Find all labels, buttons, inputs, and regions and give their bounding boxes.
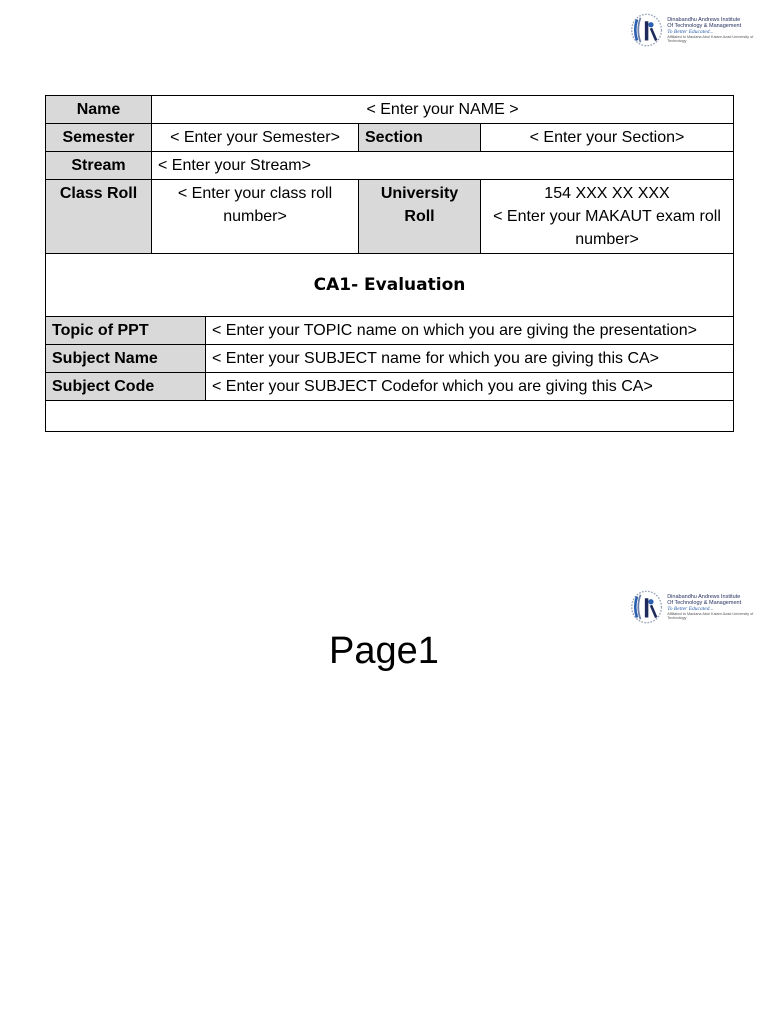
university-roll-label: University Roll [359, 180, 481, 254]
stream-field[interactable]: < Enter your Stream> [152, 152, 734, 180]
section-label: Section [359, 124, 481, 152]
evaluation-title: CA1- Evaluation [46, 254, 734, 317]
subject-name-field[interactable]: < Enter your SUBJECT name for which you are giving this CA> [206, 345, 734, 373]
section-field[interactable]: < Enter your Section> [481, 124, 734, 152]
university-roll-number: 154 XXX XX XXX [544, 185, 670, 202]
student-info-table [45, 95, 734, 432]
semester-label: Semester [46, 124, 152, 152]
subject-code-field[interactable]: < Enter your SUBJECT Codefor which you are giving this CA> [206, 373, 734, 401]
roll-row [46, 180, 734, 254]
name-label: Name [46, 96, 152, 124]
institute-emblem-icon [630, 10, 663, 50]
subject-code-row [46, 373, 734, 401]
institute-name: Dinabandhu Andrews Institute Of Technology & Management To Better Educated... Affiliated to Maulana Abul Kalam Azad University of Technology [667, 16, 754, 43]
name-field[interactable]: < Enter your NAME > [152, 96, 734, 124]
topic-label: Topic of PPT [46, 317, 206, 345]
semester-field[interactable]: < Enter your Semester> [152, 124, 359, 152]
institute-emblem-icon [630, 587, 663, 627]
blank-cell [46, 401, 734, 432]
topic-field[interactable]: < Enter your TOPIC name on which you are giving the presentation> [206, 317, 734, 345]
stream-label: Stream [46, 152, 152, 180]
stream-row [46, 152, 734, 180]
subject-name-row [46, 345, 734, 373]
institute-logo-secondary [630, 587, 760, 627]
class-roll-label: Class Roll [46, 180, 152, 254]
subject-code-label: Subject Code [46, 373, 206, 401]
subject-name-label: Subject Name [46, 345, 206, 373]
evaluation-title-row [46, 254, 734, 317]
blank-row [46, 401, 734, 432]
topic-row [46, 317, 734, 345]
institute-name: Dinabandhu Andrews Institute Of Technology & Management To Better Educated... Affiliated to Maulana Abul Kalam Azad University of Technology [667, 593, 754, 620]
name-row [46, 96, 734, 124]
class-roll-field[interactable]: < Enter your class roll number> [152, 180, 359, 254]
institute-logo [630, 10, 760, 50]
page-label: Page1 [329, 630, 439, 672]
university-roll-field[interactable] [481, 180, 734, 254]
semester-row [46, 124, 734, 152]
university-roll-hint: < Enter your MAKAUT exam roll number> [493, 208, 721, 248]
